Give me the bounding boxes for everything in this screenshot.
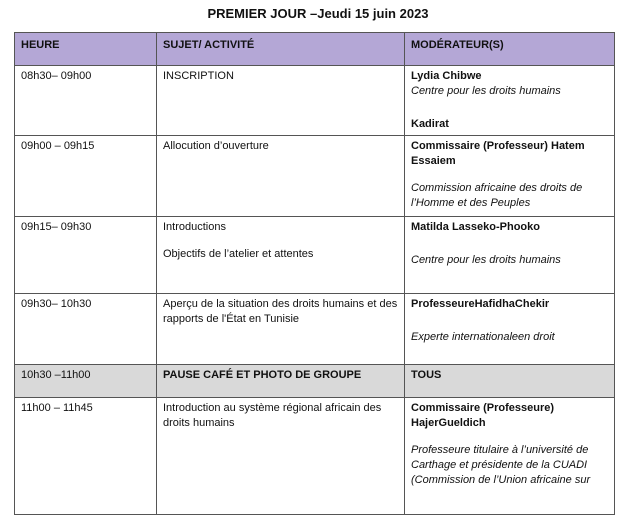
- moderator-name: TOUS: [411, 369, 442, 381]
- table-row: [15, 294, 615, 365]
- moderator-cell: [405, 365, 615, 398]
- time-cell: 08h30– 09h00: [15, 66, 157, 136]
- moderator-cell: [405, 136, 615, 217]
- time-cell: 11h00 – 11h45: [15, 398, 157, 515]
- header-row: [15, 33, 615, 66]
- subject-line: Objectifs de l’atelier et attentes: [163, 248, 314, 260]
- agenda-table: [14, 32, 615, 515]
- moderator-name: Commissaire (Professeure) HajerGueldich: [411, 402, 555, 429]
- moderator-org: Centre pour les droits humains: [411, 85, 561, 97]
- moderator-cell: [405, 398, 615, 515]
- subject-cell: [157, 398, 405, 515]
- moderator-extra: Kadirat: [411, 118, 449, 130]
- subject-cell: [157, 365, 405, 398]
- page-title: PREMIER JOUR –Jeudi 15 juin 2023: [207, 6, 429, 21]
- subject-line: Aperçu de la situation des droits humains et des rapports de l'État en Tunisie: [163, 298, 398, 325]
- moderator-cell: [405, 217, 615, 294]
- table-row: [15, 398, 615, 515]
- moderator-org: Professeure titulaire à l’université de Carthage et présidente de la CUADI (Commission de l’Union africaine sur: [411, 444, 591, 486]
- moderator-name: ProfesseureHafidhaChekir: [411, 298, 550, 310]
- subject-cell: [157, 217, 405, 294]
- table-row: [15, 136, 615, 217]
- moderator-name: Matilda Lasseko-Phooko: [411, 221, 540, 233]
- moderator-cell: [405, 294, 615, 365]
- table-row: [15, 66, 615, 136]
- time-cell: 09h15– 09h30: [15, 217, 157, 294]
- header-heure: HEURE: [15, 33, 157, 66]
- subject-cell: [157, 66, 405, 136]
- header-sujet: SUJET/ ACTIVITÉ: [157, 33, 405, 66]
- subject-line: INSCRIPTION: [163, 70, 234, 82]
- moderator-org: Experte internationaleen droit: [411, 331, 555, 343]
- moderator-name: Commissaire (Professeur) Hatem Essaiem: [411, 140, 585, 167]
- time-cell: 10h30 –11h00: [15, 365, 157, 398]
- time-cell: 09h30– 10h30: [15, 294, 157, 365]
- moderator-org: Commission africaine des droits de l’Homme et des Peuples: [411, 182, 583, 209]
- moderator-cell: [405, 66, 615, 136]
- subject-cell: [157, 294, 405, 365]
- table-row: [15, 217, 615, 294]
- subject-line: Introductions: [163, 221, 226, 233]
- moderator-org: Centre pour les droits humains: [411, 254, 561, 266]
- subject-line: PAUSE CAFÉ ET PHOTO DE GROUPE: [163, 369, 362, 381]
- header-moderateur: MODÉRATEUR(S): [405, 33, 615, 66]
- moderator-name: Lydia Chibwe: [411, 70, 482, 82]
- subject-cell: [157, 136, 405, 217]
- time-cell: 09h00 – 09h15: [15, 136, 157, 217]
- subject-line: Introduction au système régional africain des droits humains: [163, 402, 382, 429]
- table-row: [15, 365, 615, 398]
- subject-line: Allocution d’ouverture: [163, 140, 269, 152]
